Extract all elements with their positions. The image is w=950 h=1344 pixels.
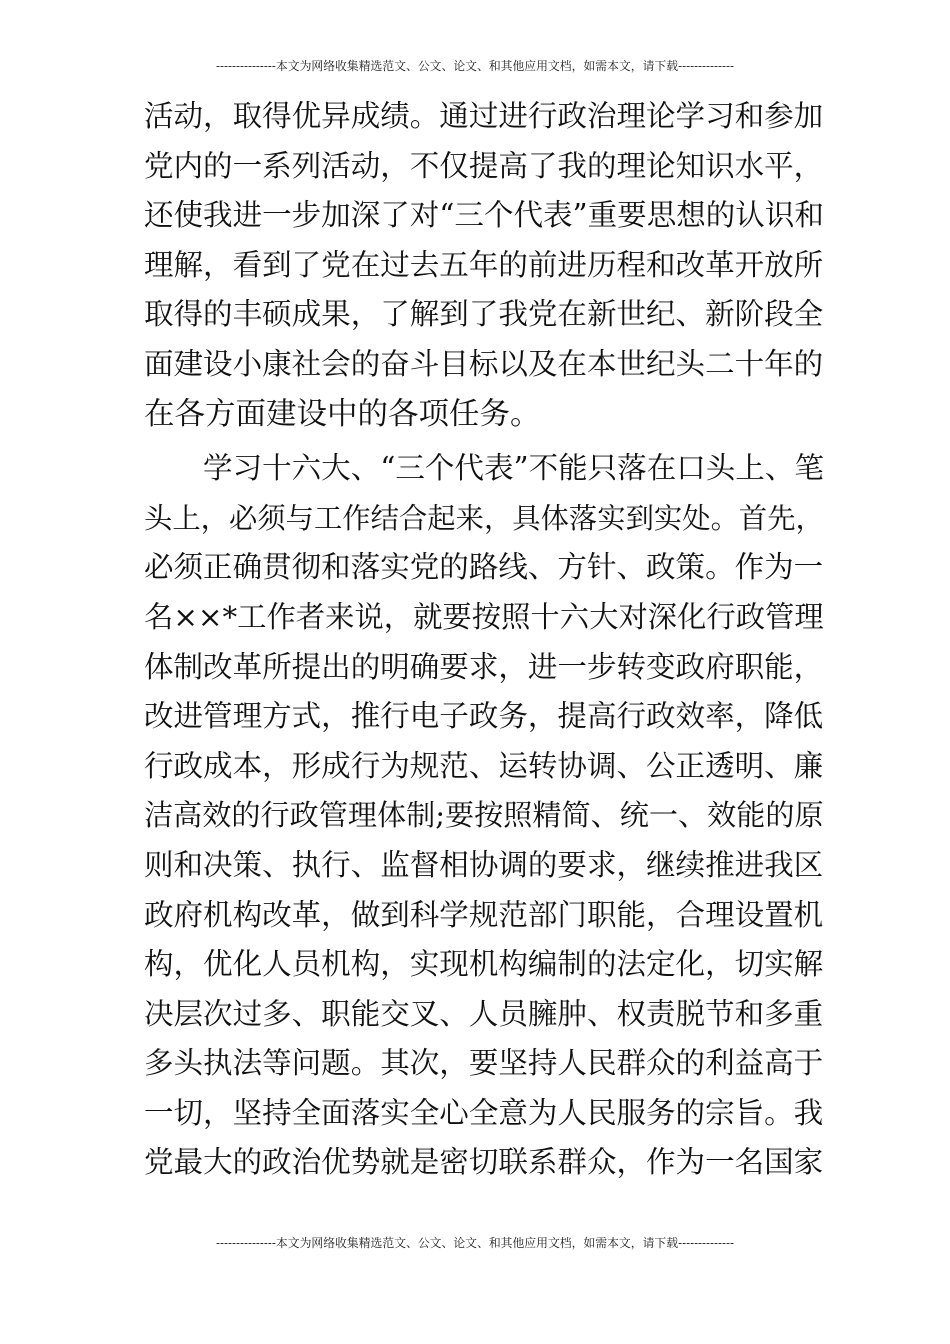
text-line: 行政成本，形成行为规范、运转协调、公正透明、廉	[144, 748, 824, 783]
text-line: 改进管理方式，推行电子政务，提高行政效率，降低	[144, 699, 824, 734]
text-line: 头上，必须与工作结合起来，具体落实到实处。首先，	[144, 501, 824, 535]
text-line: 体制改革所提出的明确要求，进一步转变政府职能，	[144, 649, 824, 684]
text-line: 必须正确贯彻和落实党的路线、方针、政策。作为一	[144, 550, 824, 585]
text-line: 则和决策、执行、监督相协调的要求，继续推进我区	[144, 847, 824, 882]
text-line: 构，优化人员机构，实现机构编制的法定化，切实解	[144, 947, 824, 982]
text-line: 党内的一系列活动，不仅提高了我的理论知识水平，	[144, 148, 824, 183]
paragraph-2	[144, 444, 824, 1188]
text-line: 活动，取得优异成绩。通过进行政治理论学习和参加	[144, 99, 824, 133]
text-line: 理解，看到了党在过去五年的前进历程和改革开放所	[144, 247, 824, 282]
text-line: 多头执法等问题。其次，要坚持人民群众的利益高于	[144, 1046, 824, 1081]
text-line: 取得的丰硕成果，了解到了我党在新世纪、新阶段全	[144, 297, 824, 332]
text-line: 党最大的政治优势就是密切联系群众，作为一名国家	[144, 1145, 824, 1180]
text-line: 面建设小康社会的奋斗目标以及在本世纪头二十年的	[144, 346, 824, 381]
text-line: 一切，坚持全面落实全心全意为人民服务的宗旨。我	[144, 1095, 824, 1130]
text-line: 在各方面建设中的各项任务。	[144, 396, 541, 432]
paragraph-1	[144, 92, 824, 439]
text-line: 洁高效的行政管理体制;要按照精简、统一、效能的原	[144, 798, 824, 833]
text-line: 学习十六大、“三个代表”不能只落在口头上、笔	[144, 451, 824, 486]
footer-banner: ---------------本文为网络收集精选范文、公文、论文、和其他应用文档，如需本文，请下载--------------	[215, 1236, 735, 1250]
document-body	[144, 92, 824, 1188]
text-line: 决层次过多、职能交叉、人员臃肿、权责脱节和多重	[144, 996, 824, 1031]
text-line: 还使我进一步加深了对“三个代表”重要思想的认识和	[144, 198, 824, 233]
text-line: 名××*工作者来说，就要按照十六大对深化行政管理	[144, 599, 824, 634]
header-banner: ---------------本文为网络收集精选范文、公文、论文、和其他应用文档，如需本文，请下载--------------	[215, 59, 735, 73]
text-line: 政府机构改革，做到科学规范部门职能，合理设置机	[144, 897, 824, 932]
